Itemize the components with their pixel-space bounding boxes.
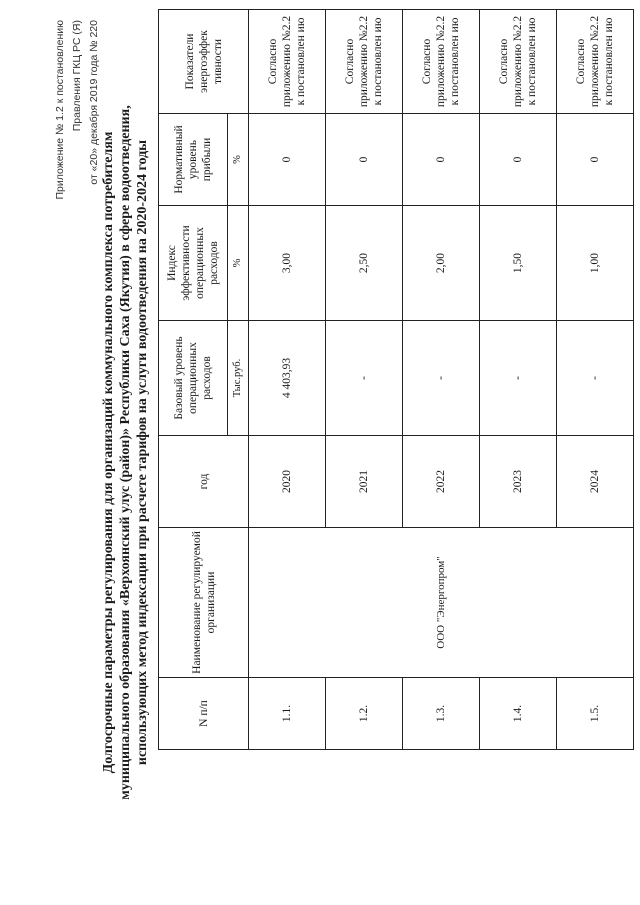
row-num: 1.2. <box>326 678 403 750</box>
title-line-3: использующих метод индексации при расчете тарифов на услуги водоотведения на 2020-2024 годы <box>135 139 150 766</box>
approval-note <box>52 20 103 200</box>
row-efficiency-index: 2,00 <box>403 206 480 321</box>
title-line-2: муниципального образования «Верхоянский улус (район)» Республики Саха (Якутия) в сфере водоотведения, <box>118 105 133 800</box>
row-num: 1.3. <box>403 678 480 750</box>
row-year: 2021 <box>326 436 403 528</box>
header-efficiency-index: Индекс эффективности операционных расходов <box>159 206 228 321</box>
row-profit-level: 0 <box>249 114 326 206</box>
row-year: 2024 <box>557 436 634 528</box>
organization-name: ООО "Энергопром" <box>249 528 634 678</box>
unit-efficiency-index: % <box>228 206 249 321</box>
row-base-level: - <box>480 321 557 436</box>
row-base-level: 4 403,93 <box>249 321 326 436</box>
header-year: год <box>159 436 249 528</box>
row-energy-efficiency: Согласно приложению №2.2 к постановлен ию <box>403 10 480 114</box>
row-efficiency-index: 1,00 <box>557 206 634 321</box>
row-profit-level: 0 <box>480 114 557 206</box>
header-organization: Наименование регулируемой организации <box>159 528 249 678</box>
title-line-1: Долгосрочные параметры регулирования для организаций коммунального комплекса потребителям <box>101 131 116 774</box>
row-energy-efficiency: Согласно приложению №2.2 к постановлен ию <box>480 10 557 114</box>
row-profit-level: 0 <box>326 114 403 206</box>
row-year: 2023 <box>480 436 557 528</box>
parameters-table <box>158 9 634 750</box>
row-base-level: - <box>326 321 403 436</box>
header-profit-level: Нормативный уровень прибыли <box>159 114 228 206</box>
row-energy-efficiency: Согласно приложению №2.2 к постановлен ию <box>326 10 403 114</box>
table-row <box>249 10 326 750</box>
row-efficiency-index: 2,50 <box>326 206 403 321</box>
row-profit-level: 0 <box>403 114 480 206</box>
header-energy-efficiency: Показатели энергоэффек тивности <box>159 10 249 114</box>
row-energy-efficiency: Согласно приложению №2.2 к постановлен ию <box>557 10 634 114</box>
row-efficiency-index: 1,50 <box>480 206 557 321</box>
approval-line-3: от «20» декабря 2019 года № 220 <box>88 20 100 185</box>
table-header-row <box>159 10 228 750</box>
unit-profit-level: % <box>228 114 249 206</box>
approval-line-2: Правления ГКЦ РС (Я) <box>71 20 83 132</box>
row-num: 1.5. <box>557 678 634 750</box>
row-year: 2020 <box>249 436 326 528</box>
row-energy-efficiency: Согласно приложению №2.2 к постановлен ию <box>249 10 326 114</box>
row-base-level: - <box>557 321 634 436</box>
row-efficiency-index: 3,00 <box>249 206 326 321</box>
header-num: N п/п <box>159 678 249 750</box>
approval-line-1: Приложение № 1.2 к постановлению <box>54 20 66 200</box>
unit-base-level: Тыс.руб. <box>228 321 249 436</box>
row-year: 2022 <box>403 436 480 528</box>
row-profit-level: 0 <box>557 114 634 206</box>
document-title <box>100 10 151 895</box>
row-base-level: - <box>403 321 480 436</box>
row-num: 1.1. <box>249 678 326 750</box>
header-base-level: Базовый уровень операционных расходов <box>159 321 228 436</box>
row-num: 1.4. <box>480 678 557 750</box>
